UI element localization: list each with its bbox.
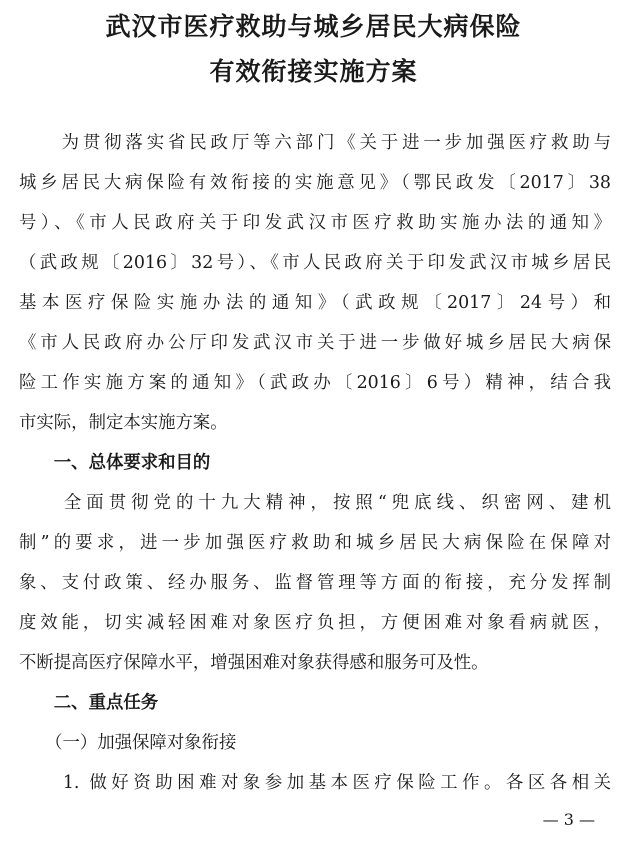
section-1-line-4: 度效能，切实减轻困难对象医疗负担，方便困难对象看病就医， [19, 613, 611, 633]
page-number: — 3 — [542, 810, 595, 829]
preamble-line-6: 《市人民政府办公厅印发武汉市关于进一步做好城乡居民大病保 [19, 333, 611, 353]
preamble-line-4: （武政规〔2016〕32号）、《市人民政府关于印发武汉市城乡居民 [19, 253, 611, 273]
preamble-line-5: 基本医疗保险实施办法的通知》（武政规〔2017〕24号）和 [19, 293, 611, 313]
document-title-line-2: 有效衔接实施方案 [209, 57, 418, 86]
section-1-line-5: 不断提高医疗保障水平，增强困难对象获得感和服务可及性。 [19, 653, 489, 673]
item-1-text: 1. 做好资助困难对象参加基本医疗保险工作。各区各相关 [19, 773, 611, 793]
section-1-heading: 一、总体要求和目的 [19, 453, 211, 473]
preamble-line-3: 号）、《市人民政府关于印发武汉市医疗救助实施办法的通知》 [19, 213, 611, 233]
section-1-line-3: 象、支付政策、经办服务、监督管理等方面的衔接，充分发挥制 [19, 573, 611, 593]
preamble-line-8: 市实际，制定本实施方案。 [19, 413, 228, 433]
section-1-line-2: 制”的要求，进一步加强医疗救助和城乡居民大病保险在保障对 [19, 533, 611, 553]
section-1-line-1: 全面贯彻党的十九大精神，按照“兜底线、织密网、建机 [19, 493, 611, 513]
preamble-line-1: 为贯彻落实省民政厅等六部门《关于进一步加强医疗救助与 [19, 133, 611, 153]
preamble-line-2: 城乡居民大病保险有效衔接的实施意见》（鄂民政发〔2017〕38 [19, 173, 611, 193]
subsection-1-heading: （一）加强保障对象衔接 [19, 733, 237, 753]
preamble-line-7: 险工作实施方案的通知》（武政办〔2016〕6号）精神，结合我 [19, 373, 611, 393]
document-title-line-1: 武汉市医疗救助与城乡居民大病保险 [105, 12, 522, 41]
section-2-heading: 二、重点任务 [19, 693, 159, 713]
